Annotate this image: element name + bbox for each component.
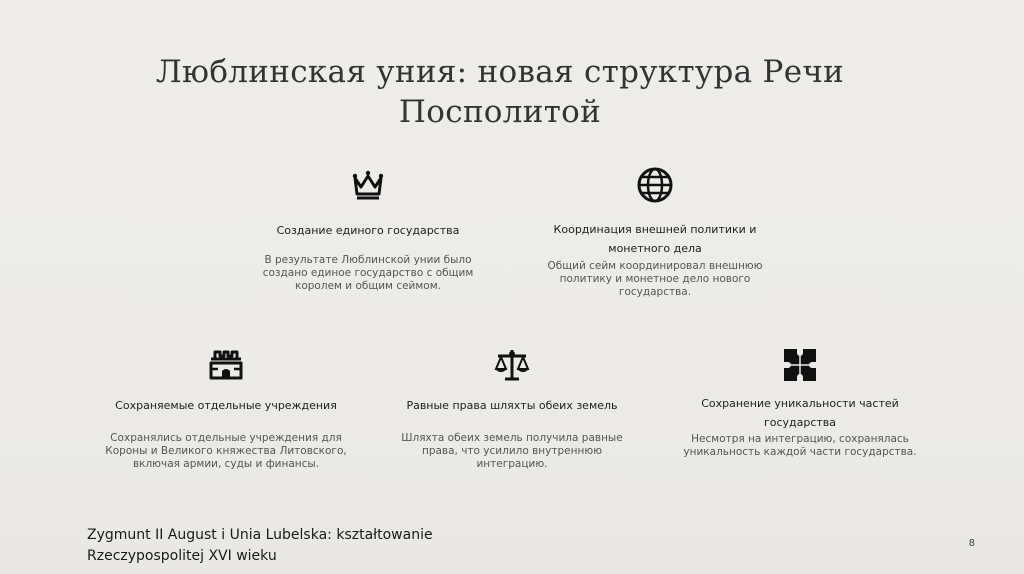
footer-line-2: Rzeczypospolitej XVI wieku — [87, 548, 277, 564]
puzzle-icon — [780, 345, 820, 385]
card-text-line: включая армии, суды и финансы. — [132, 458, 320, 470]
footer-caption — [87, 525, 507, 567]
card-equal-rights — [372, 345, 652, 471]
card-text-line: государства. — [618, 286, 692, 298]
card-text-line: Несмотря на интеграцию, сохранялась — [691, 433, 909, 445]
card-text-line: Шляхта обеих земель получила равные — [401, 432, 623, 444]
card-text-line: уникальность каждой части государства. — [683, 446, 917, 458]
card-text-line: интеграцию. — [476, 458, 548, 470]
footer-line-1: Zygmunt II August i Unia Lubelska: kształtowanie — [87, 527, 433, 543]
card-text-line: Короны и Великого княжества Литовского, — [105, 445, 347, 457]
card-heading-line: Сохранение уникальности частей — [701, 397, 899, 410]
card-separate-institutions — [86, 345, 366, 471]
page-number: 8 — [968, 538, 975, 549]
globe-icon — [635, 165, 675, 205]
card-text-line: Сохранялись отдельные учреждения для — [110, 432, 342, 444]
card-text-line: Общий сейм координировал внешнюю — [547, 260, 763, 272]
card-heading: Равные права шляхты обеих земель — [406, 399, 618, 412]
card-text-line: В результате Люблинской унии было — [264, 254, 472, 266]
card-heading: Создание единого государства — [276, 224, 460, 237]
slide-title — [100, 52, 900, 132]
card-single-state — [228, 165, 508, 293]
card-text-line: королем и общим сеймом. — [295, 280, 441, 292]
slide-title-line-2: Посполитой — [398, 94, 602, 130]
card-heading-line: монетного дела — [608, 242, 702, 255]
card-text-line: права, что усилило внутреннюю — [421, 445, 603, 457]
castle-icon — [206, 345, 246, 385]
card-heading-line: государства — [763, 416, 837, 429]
card-text-line: политику и монетное дело нового — [559, 273, 751, 285]
card-foreign-policy — [515, 165, 795, 299]
card-text-line: создано единое государство с общим — [262, 267, 474, 279]
card-heading-line: Координация внешней политики и — [553, 223, 757, 236]
slide-title-line-1: Люблинская уния: новая структура Речи — [155, 54, 845, 90]
card-uniqueness — [660, 345, 940, 459]
crown-icon — [348, 165, 388, 205]
card-heading: Сохраняемые отдельные учреждения — [115, 399, 337, 412]
scales-icon — [492, 345, 532, 385]
